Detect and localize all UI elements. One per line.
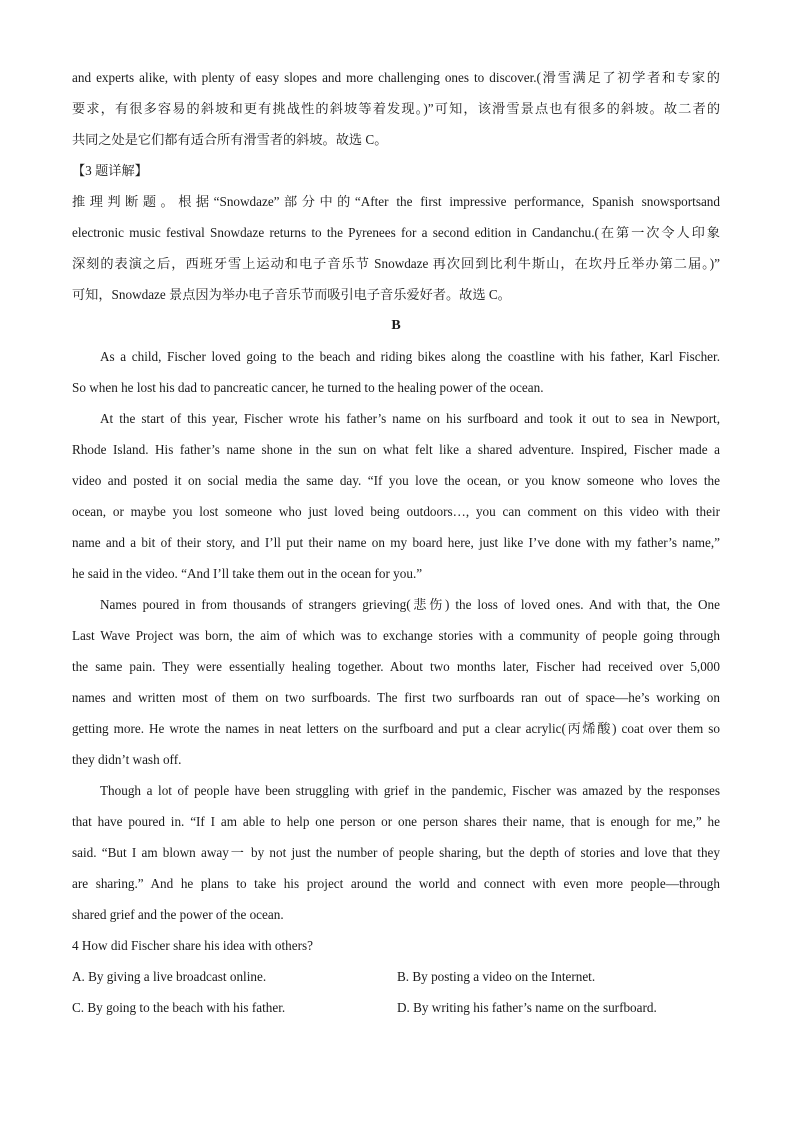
options-row-1 xyxy=(72,961,720,992)
text-line: are sharing.” And he plans to take his project around the world and connect with even more people—through xyxy=(72,876,720,891)
passage-paragraph-4 xyxy=(72,775,720,930)
text-line: shared grief and the power of the ocean. xyxy=(72,907,284,922)
text-line: Though a lot of people have been struggling with grief in the pandemic, Fischer was amazed by the responses xyxy=(100,783,720,798)
options-row-2 xyxy=(72,992,720,1023)
text-line: 可知，Snowdaze 景点因为举办电子音乐节而吸引电子音乐爱好者。故选 C。 xyxy=(72,287,511,302)
text-line: 推理判断题。根据“Snowdaze”部分中的“After the first impressive performance, Spanish snowsportsand xyxy=(72,194,720,209)
option-a: A. By giving a live broadcast online. xyxy=(72,969,267,984)
question-4 xyxy=(72,930,720,1023)
text-line: So when he lost his dad to pancreatic cancer, he turned to the healing power of the ocean. xyxy=(72,380,544,395)
option-c: C. By going to the beach with his father. xyxy=(72,1000,286,1015)
text-line: electronic music festival Snowdaze returns to the Pyrenees for a second edition in Candanchu.(在第一次令人印象 xyxy=(72,225,720,240)
question-stem: 4 How did Fischer share his idea with others? xyxy=(72,938,313,953)
text-line: that have poured in. “If I am able to help one person or one person shares their name, that is enough for me,” he xyxy=(72,814,720,829)
document-page xyxy=(72,62,720,1023)
text-line: video and posted it on social media the same day. “If you love the ocean, or you know someone who loves the xyxy=(72,473,720,488)
text-line: At the start of this year, Fischer wrote his father’s name on his surfboard and took it out to sea in Newport, xyxy=(100,411,720,426)
part-a-explanation-tail xyxy=(72,62,720,155)
text-line: he said in the video. “And I’ll take them out in the ocean for you.” xyxy=(72,566,423,581)
text-line: the same pain. They were essentially healing together. About two months later, Fischer had received over 5,000 xyxy=(72,659,720,674)
text-line: said. “But I am blown away一 by not just the number of people sharing, but the depth of stories and love that they xyxy=(72,845,720,860)
passage-paragraph-2 xyxy=(72,403,720,589)
passage-paragraph-3 xyxy=(72,589,720,775)
q3-explanation xyxy=(72,155,720,310)
option-b: B. By posting a video on the Internet. xyxy=(397,969,596,984)
text-line: 要求，有很多容易的斜坡和更有挑战性的斜坡等着发现。)”可知，该滑雪景点也有很多的斜坡。故二者的 xyxy=(72,101,720,116)
text-line: 深刻的表演之后，西班牙雪上运动和电子音乐节 Snowdaze 再次回到比利牛斯山，在坎丹丘举办第二届。)” xyxy=(72,256,720,271)
section-heading-b: B xyxy=(391,318,401,333)
text-line: they didn’t wash off. xyxy=(72,752,182,767)
text-line: As a child, Fischer loved going to the beach and riding bikes along the coastline with his father, Karl Fischer. xyxy=(100,349,720,364)
text-line: Rhode Island. His father’s name shone in the sun on what felt like a shared adventure. Inspired, Fischer made a xyxy=(72,442,720,457)
passage-paragraph-1 xyxy=(72,341,720,403)
text-line: names and written most of them on two surfboards. The first two surfboards ran out of space—he’s working on xyxy=(72,690,720,705)
text-line: Names poured in from thousands of strangers grieving(悲伤) the loss of loved ones. And with that, the One xyxy=(100,597,720,612)
text-line: and experts alike, with plenty of easy slopes and more challenging ones to discover.(滑雪满足了初学者和专家的 xyxy=(72,70,720,85)
text-line: Last Wave Project was born, the aim of which was to exchange stories with a community of people going through xyxy=(72,628,720,643)
text-line: 共同之处是它们都有适合所有滑雪者的斜坡。故选 C。 xyxy=(72,132,388,147)
option-d: D. By writing his father’s name on the surfboard. xyxy=(397,1000,657,1015)
text-line: getting more. He wrote the names in neat letters on the surfboard and put a clear acrylic(丙烯酸) coat over them so xyxy=(72,721,720,736)
text-line: ocean, or maybe you lost someone who just loved being outdoors…, you can comment on this video with their xyxy=(72,504,720,519)
q3-explanation-heading: 【3 题详解】 xyxy=(72,163,148,178)
text-line: name and a bit of their story, and I’ll put their name on my board here, just like I’ve done with my father’s name,” xyxy=(72,535,720,550)
